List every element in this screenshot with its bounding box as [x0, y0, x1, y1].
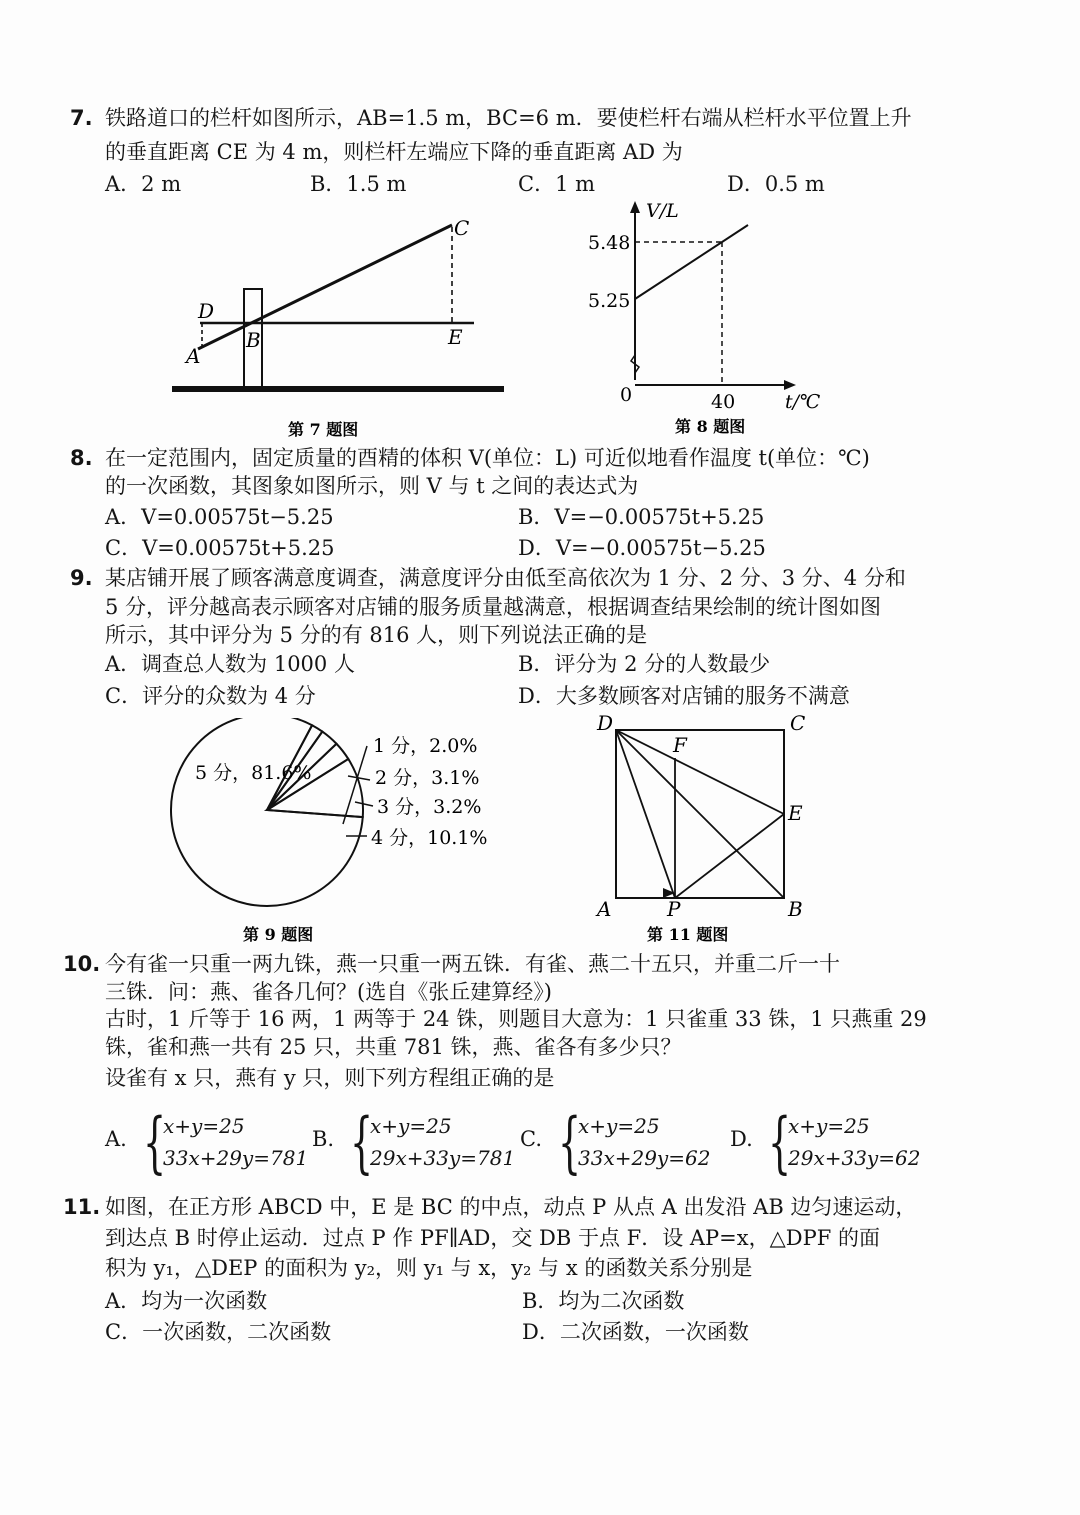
function-line: [635, 225, 748, 299]
label-f: F: [673, 733, 687, 757]
label-e: E: [448, 325, 463, 349]
q11-stem-line2: 到达点 B 时停止运动．过点 P 作 PF∥AD，交 DB 于点 F．设 AP=x，△DPF 的面: [105, 1226, 880, 1250]
q9-option-a[interactable]: A．调查总人数为 1000 人: [105, 652, 355, 676]
q10-stem-line3: 古时，1 斤等于 16 两，1 两等于 24 铢，则题目大意为：1 只雀重 33 铢，1 只燕重 29: [105, 1007, 927, 1031]
label-e: E: [788, 801, 803, 825]
option-label: A.: [105, 1127, 127, 1151]
q9-option-c[interactable]: C．评分的众数为 4 分: [105, 684, 316, 708]
equation-1: x+y=25: [370, 1114, 452, 1138]
label-d: D: [198, 299, 215, 323]
equation-1: x+y=25: [163, 1114, 245, 1138]
brace-icon: {: [143, 1104, 167, 1181]
q9-pie-chart: [165, 718, 505, 948]
q7-option-c[interactable]: C．1 m: [518, 172, 596, 196]
q8-option-d[interactable]: D．V=−0.00575t−5.25: [518, 536, 766, 560]
y-tick-525: 5.25: [588, 290, 631, 312]
q9-caption: 第 9 题图: [243, 925, 314, 944]
q9-stem-line3: 所示，其中评分为 5 分的有 816 人，则下列说法正确的是: [105, 623, 648, 647]
label-d: D: [597, 711, 614, 735]
label-b: B: [246, 328, 261, 352]
label-a: A: [186, 344, 201, 368]
q10-stem-line1: 今有雀一只重一两九铢，燕一只重一两五铢．有雀、燕二十五只，并重二斤一十: [105, 952, 840, 976]
label-b: B: [788, 897, 803, 921]
q9-number: 9.: [70, 566, 93, 590]
option-label: B.: [312, 1127, 335, 1151]
brace-icon: {: [350, 1104, 374, 1181]
equation-1: x+y=25: [788, 1114, 870, 1138]
label-c: C: [790, 711, 806, 735]
q9-option-d[interactable]: D．大多数顾客对店铺的服务不满意: [518, 684, 850, 708]
segment-pe: [675, 814, 784, 898]
origin-label: 0: [620, 384, 633, 406]
q7-number: 7.: [70, 106, 93, 130]
q7-caption: 第 7 题图: [288, 420, 359, 439]
pie-label-5: 5 分，81.6%: [195, 762, 312, 784]
equation-2: 33x+29y=781: [163, 1146, 309, 1170]
q7-option-a[interactable]: A．2 m: [105, 172, 182, 196]
q11-number: 11.: [63, 1195, 101, 1219]
q11-stem-line1: 如图，在正方形 ABCD 中，E 是 BC 的中点，动点 P 从点 A 出发沿 AB 边匀速运动，: [105, 1195, 917, 1219]
q9-stem-line2: 5 分，评分越高表示顾客对店铺的服务质量越满意，根据调查结果绘制的统计图如图: [105, 595, 882, 619]
brace-icon: {: [558, 1104, 582, 1181]
raised-bar: [198, 225, 452, 349]
y-axis-arrow: [630, 201, 640, 213]
label-c: C: [454, 216, 470, 240]
label-a: A: [597, 897, 612, 921]
leader-3: [355, 802, 373, 806]
y-tick-548: 5.48: [588, 232, 631, 254]
q8-caption: 第 8 题图: [675, 417, 746, 436]
option-label: D.: [730, 1127, 753, 1151]
equation-2: 29x+33y=781: [370, 1146, 516, 1170]
q7-figure: [160, 205, 520, 445]
diagonal-db: [616, 730, 784, 898]
q11-caption: 第 11 题图: [647, 925, 729, 944]
q7-option-d[interactable]: D．0.5 m: [727, 172, 825, 196]
q7-stem-line1: 铁路道口的栏杆如图所示，AB=1.5 m，BC=6 m．要使栏杆右端从栏杆水平位置上升: [105, 106, 912, 130]
q11-option-c[interactable]: C．一次函数，二次函数: [105, 1320, 332, 1344]
q9-stem-line1: 某店铺开展了顾客满意度调查，满意度评分由低至高依次为 1 分、2 分、3 分、4 分和: [105, 566, 906, 590]
q11-stem-line3: 积为 y₁，△DEP 的面积为 y₂，则 y₁ 与 x，y₂ 与 x 的函数关系分别是: [105, 1256, 753, 1280]
q8-option-a[interactable]: A．V=0.00575t−5.25: [105, 505, 334, 529]
q8-number: 8.: [70, 446, 93, 470]
x-tick-40: 40: [711, 391, 736, 413]
option-label: C.: [520, 1127, 542, 1151]
label-p: P: [667, 897, 681, 921]
q11-option-a[interactable]: A．均为一次函数: [105, 1289, 268, 1313]
pie-label-4: 4 分，10.1%: [371, 827, 488, 849]
pie-label-1: 1 分，2.0%: [373, 735, 478, 757]
q8-option-b[interactable]: B．V=−0.00575t+5.25: [518, 505, 765, 529]
q11-option-d[interactable]: D．二次函数，一次函数: [522, 1320, 749, 1344]
pie-label-3: 3 分，3.2%: [377, 796, 482, 818]
q10-stem-line2: 三铢．问：燕、雀各几何？(选自《张丘建算经》): [105, 980, 552, 1004]
q11-option-b[interactable]: B．均为二次函数: [522, 1289, 685, 1313]
q8-stem-line2: 的一次函数，其图象如图所示，则 V 与 t 之间的表达式为: [105, 474, 639, 498]
equation-1: x+y=25: [578, 1114, 660, 1138]
q7-stem-line2: 的垂直距离 CE 为 4 m，则栏杆左端应下降的垂直距离 AD 为: [105, 140, 683, 164]
y-axis-label: V/L: [646, 200, 679, 222]
q8-option-c[interactable]: C．V=0.00575t+5.25: [105, 536, 335, 560]
brace-icon: {: [768, 1104, 792, 1181]
equation-2: 29x+33y=62: [788, 1146, 921, 1170]
q8-stem-line1: 在一定范围内，固定质量的酉精的体积 V(单位：L) 可近似地看作温度 t(单位：℃): [105, 446, 870, 470]
q10-stem-line5: 设雀有 x 只，燕有 y 只，则下列方程组正确的是: [105, 1066, 555, 1090]
q11-figure: [585, 708, 825, 953]
q8-figure: [580, 195, 830, 445]
equation-2: 33x+29y=62: [578, 1146, 711, 1170]
q10-number: 10.: [63, 952, 101, 976]
x-axis-label: t/℃: [785, 391, 821, 413]
x-axis-arrow: [784, 380, 796, 390]
q7-option-b[interactable]: B．1.5 m: [310, 172, 407, 196]
pie-label-2: 2 分，3.1%: [375, 767, 480, 789]
q10-stem-line4: 铢，雀和燕一共有 25 只，共重 781 铢，燕、雀各有多少只？: [105, 1035, 682, 1059]
q9-option-b[interactable]: B．评分为 2 分的人数最少: [518, 652, 771, 676]
